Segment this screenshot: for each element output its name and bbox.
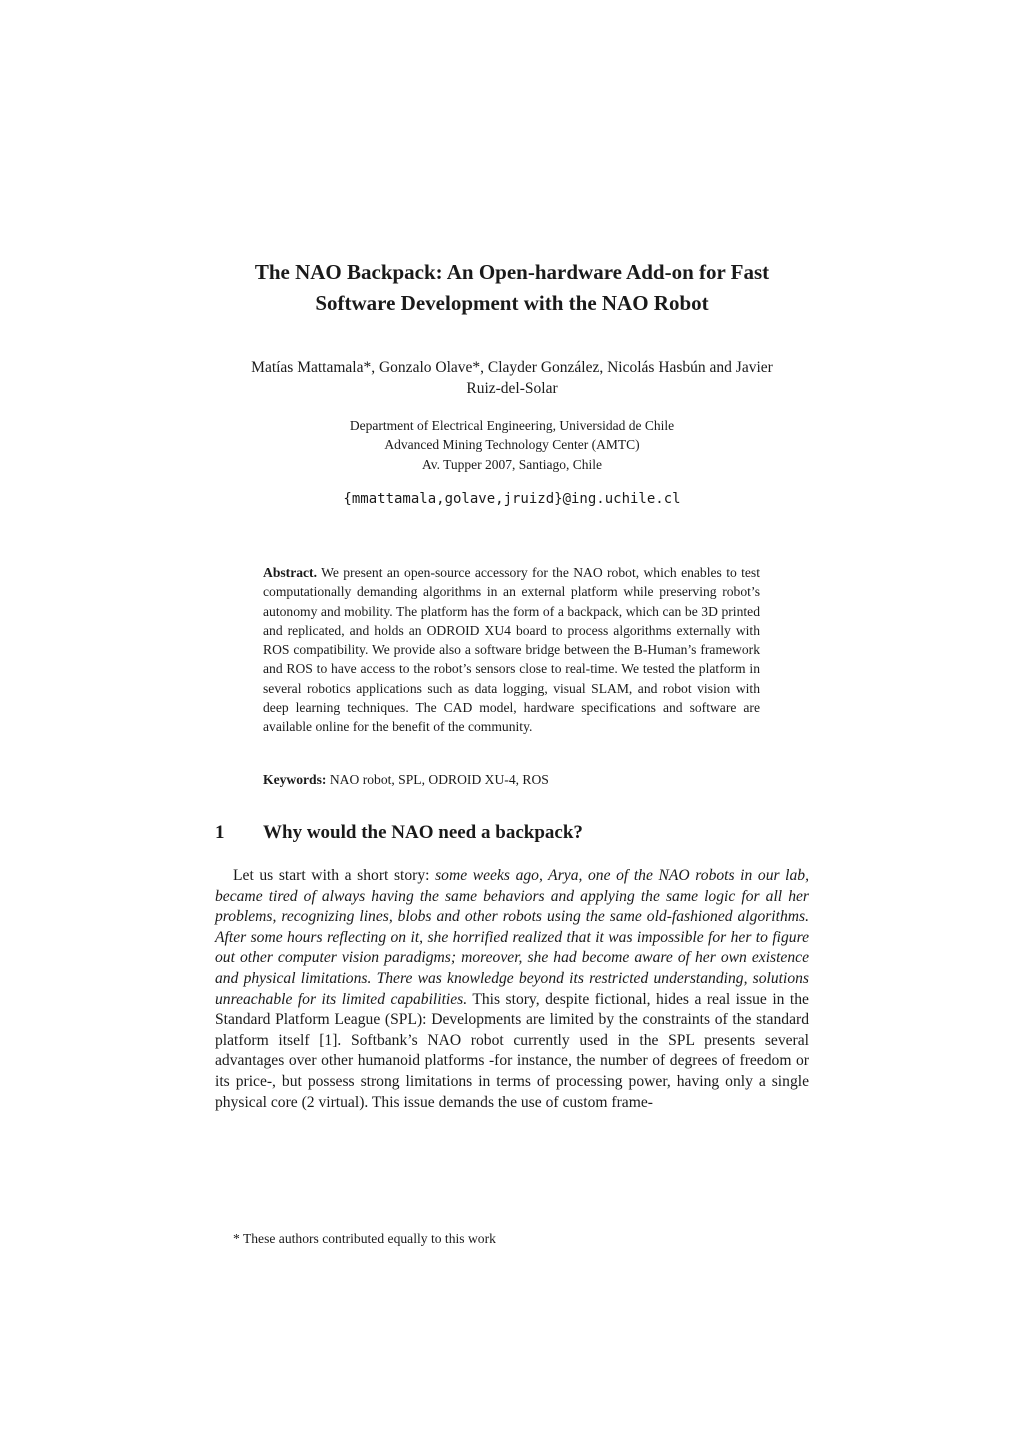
authors-line-2: Ruiz-del-Solar	[466, 380, 558, 397]
keywords-text: NAO robot, SPL, ODROID XU-4, ROS	[329, 772, 549, 787]
keywords-label: Keywords:	[263, 772, 327, 787]
paragraph-rest: This story, despite fictional, hides a real issue in the Standard Platform League (SPL): Developments are limited by the constraints of the standard platform itself [1]. Softbank’s NAO robot currently used in the SPL presents several advantages over other humanoid platforms -for instance, the number of degrees of freedom or its price-, but possess strong limitations in terms of processing power, having only a single physical core (2 virtual). This issue demands the use of custom frame-	[215, 990, 809, 1111]
author-list	[200, 357, 824, 399]
abstract-label: Abstract.	[263, 565, 317, 580]
author-emails: {mmattamala,golave,jruizd}@ing.uchile.cl	[343, 491, 681, 507]
paragraph-story: some weeks ago, Arya, one of the NAO robots in our lab, became tired of always having the same behaviors and applying the same logic for all her problems, recognizing lines, blobs and other robots using the same old-fashioned algorithms. After some hours reflecting on it, she horrified realized that it was impossible for her to figure out other computer vision paradigms; moreover, she had become aware of her own existence and physical limitations. There was knowledge beyond its restricted understanding, solutions unreachable for its limited capabilities.	[215, 867, 809, 1008]
section-number: 1	[215, 822, 225, 843]
title-line-1: The NAO Backpack: An Open-hardware Add-on for Fast	[254, 260, 770, 284]
paragraph-intro: Let us start with a short story:	[233, 867, 436, 884]
keywords	[263, 770, 760, 789]
paper-title	[200, 257, 824, 319]
section-title: Why would the NAO need a backpack?	[263, 822, 583, 843]
abstract-text: We present an open-source accessory for the NAO robot, which enables to test computationally demanding algorithms in an external platform while preserving robot’s autonomy and mobility. The platform has the form of a backpack, which can be 3D printed and replicated, and holds an ODROID XU4 board to process algorithms externally with ROS compatibility. We provide also a software bridge between the B-Human’s framework and ROS to have access to the robot’s sensors close to real-time. We tested the platform in several robotics applications such as data logging, visual SLAM, and robot vision with deep learning techniques. The CAD model, hardware specifications and software are available online for the benefit of the community.	[263, 565, 761, 735]
affiliation-department: Department of Electrical Engineering, Universidad de Chile	[349, 418, 675, 433]
affiliation-center: Advanced Mining Technology Center (AMTC)	[384, 437, 640, 453]
title-line-2: Software Development with the NAO Robot	[315, 291, 709, 315]
authors-line-1: Matías Mattamala*, Gonzalo Olave*, Clayder González, Nicolás Hasbún and Javier	[251, 359, 773, 376]
affiliation	[200, 416, 824, 474]
affiliation-address: Av. Tupper 2007, Santiago, Chile	[421, 456, 602, 472]
abstract	[263, 563, 760, 737]
section-heading	[215, 820, 815, 846]
section-body-paragraph	[215, 866, 809, 1113]
footnote: * These authors contributed equally to this work	[233, 1231, 496, 1246]
